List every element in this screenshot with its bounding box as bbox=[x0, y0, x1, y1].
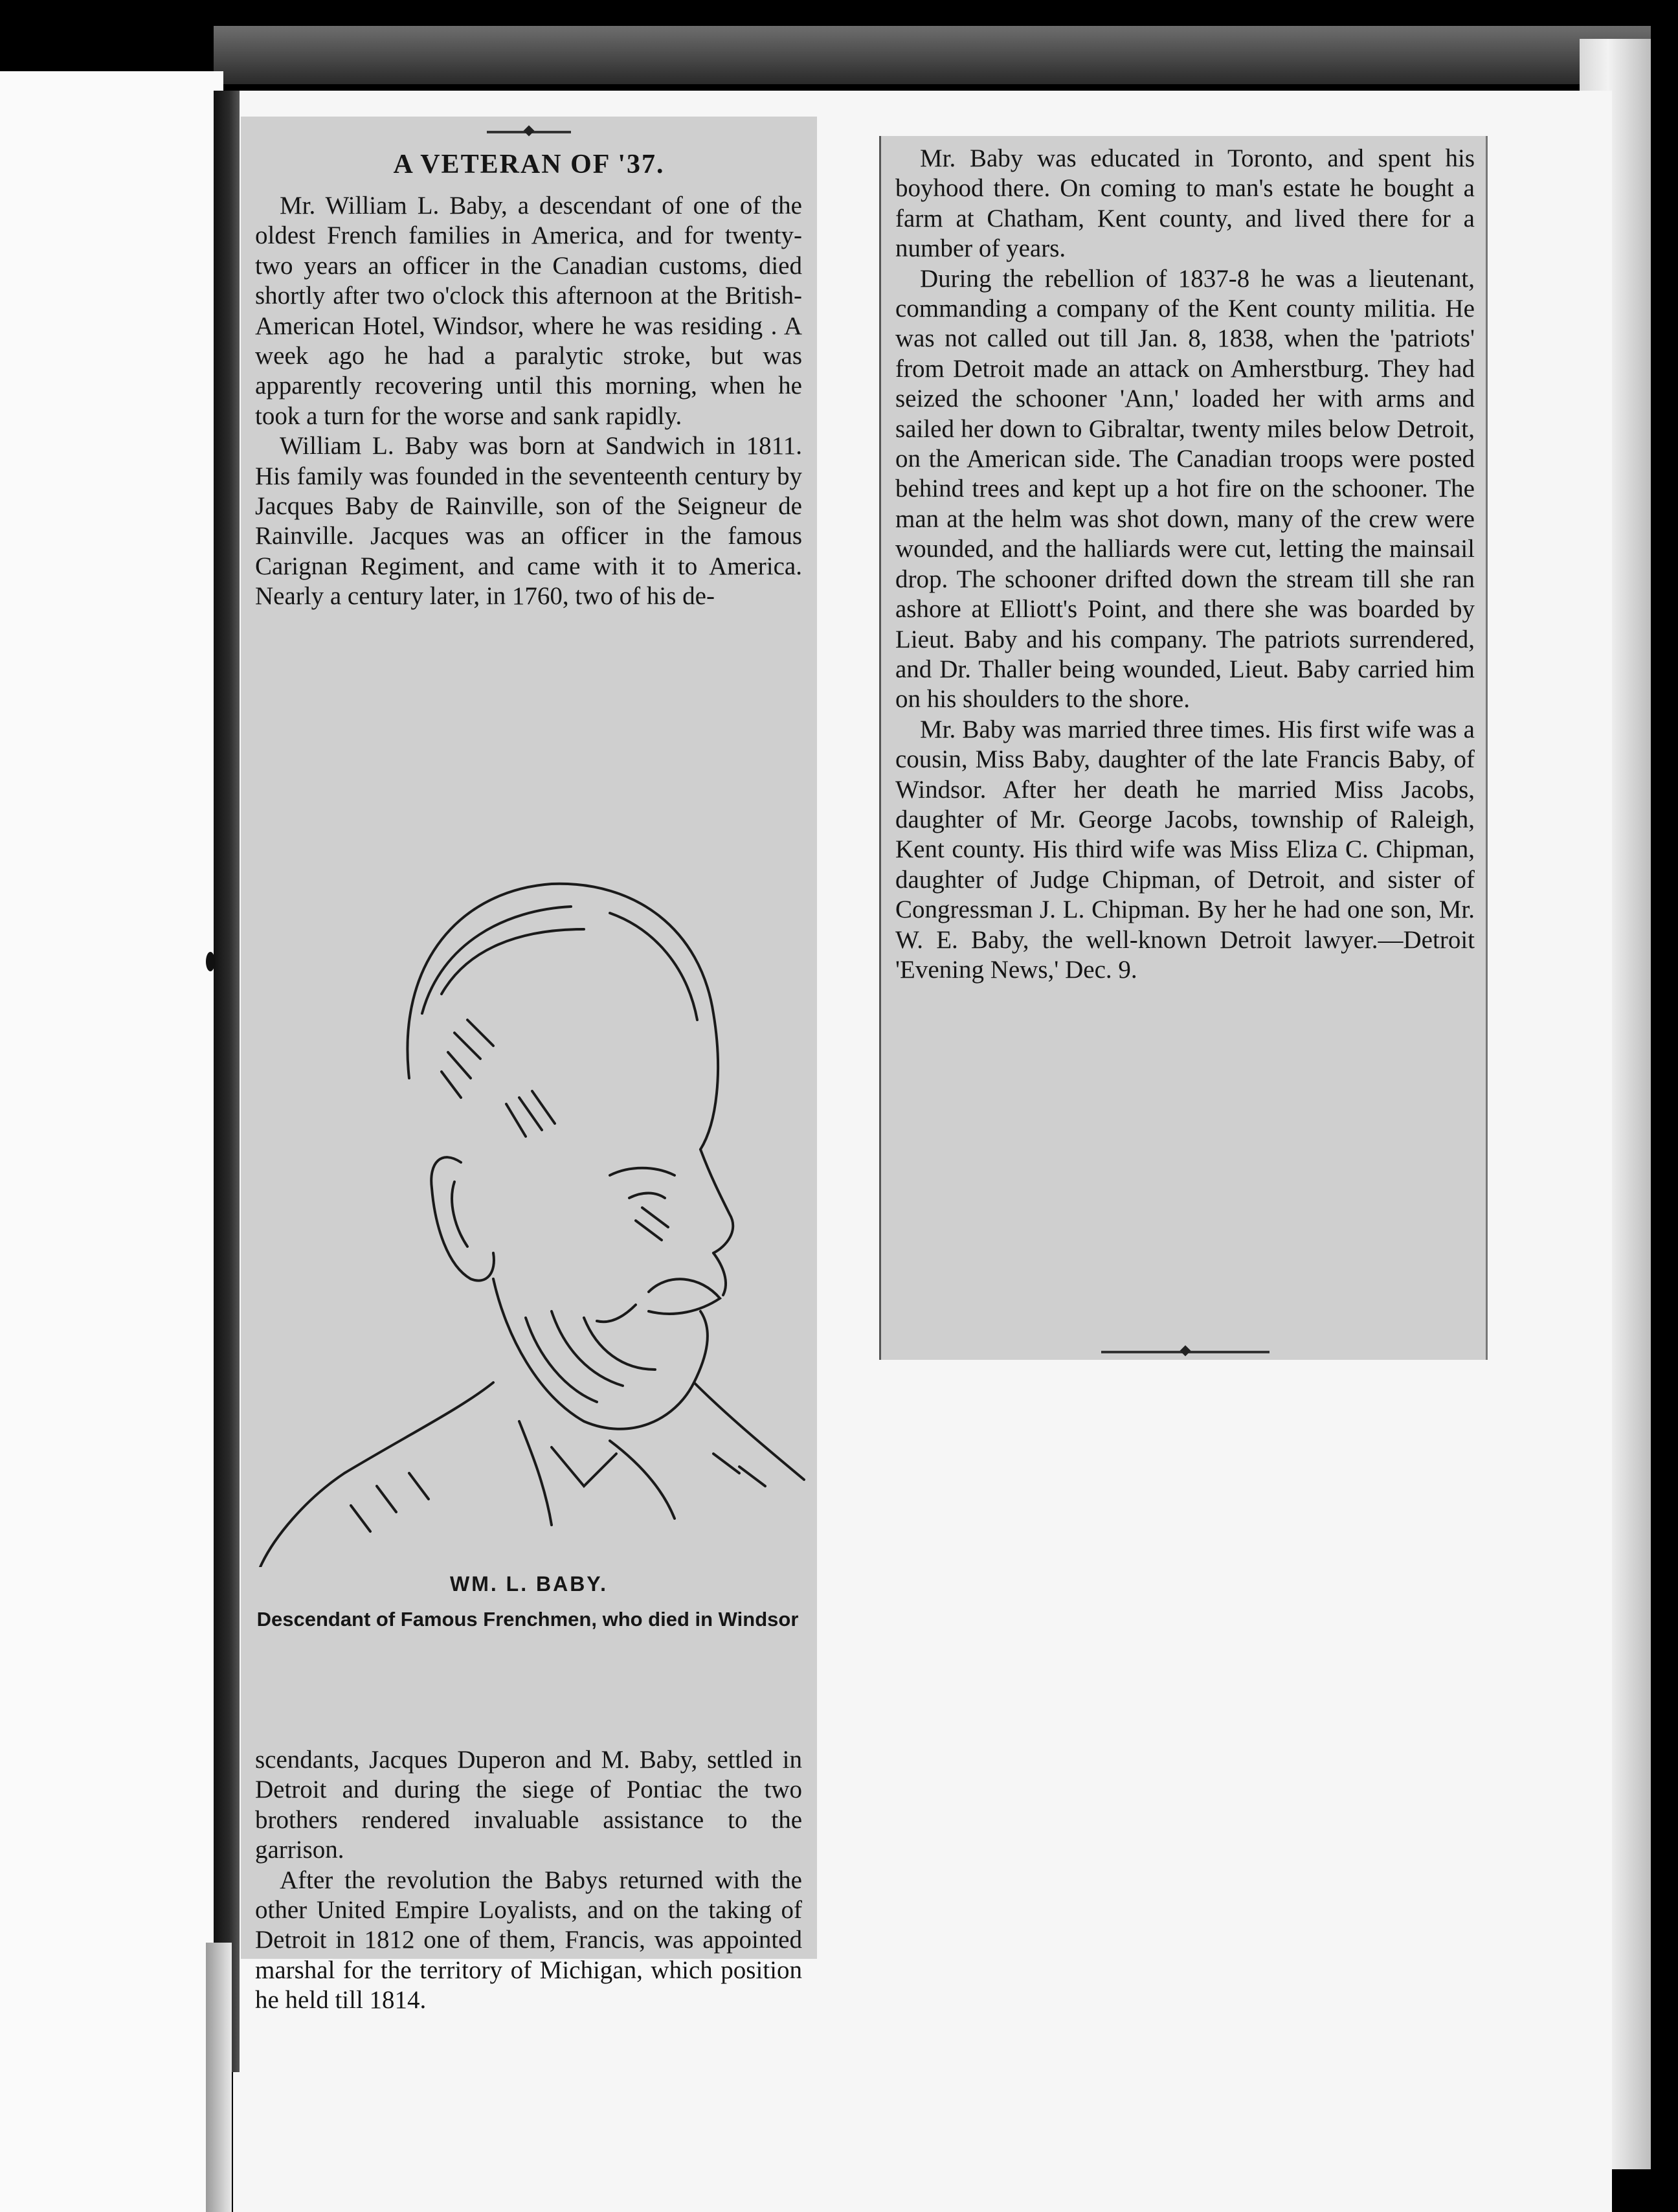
paragraph: After the revolution the Babys returned with the other United Empire Loyalists, and on the taking of Detroit in 1812 one of them, Francis, was appointed marshal for the territory of Michigan, which position he held till 1814. bbox=[255, 1866, 802, 2015]
facing-page bbox=[0, 71, 223, 2212]
portrait-caption-description: Descendant of Famous Frenchmen, who died in Windsor bbox=[256, 1608, 799, 1631]
paragraph: William L. Baby was born at Sandwich in 1811. His family was founded in the seventeenth century by Jacques Baby de Rainville, son of the Seigneur de Rainville. Jacques was an officer in the famous Carignan Regiment, and came with it to America. Nearly a century later, in 1760, two of his de- bbox=[255, 432, 802, 611]
ornament-rule-bottom bbox=[1101, 1351, 1270, 1353]
book-edge-top bbox=[214, 26, 1651, 84]
article-text-bottom bbox=[255, 1745, 802, 2016]
paragraph: Mr. Baby was educated in Toronto, and spent his boyhood there. On coming to man's estate he bought a farm at Chatham, Kent county, and lived there for a number of years. bbox=[895, 144, 1475, 263]
paragraph: Mr. Baby was married three times. His first wife was a cousin, Miss Baby, daughter of the late Francis Baby, of Windsor. After her death he married Miss Jacobs, daughter of Mr. George Jacobs, township of Raleigh, Kent county. His third wife was Miss Eliza C. Chipman, daughter of Judge Chipman, of Detroit, and sister of Congressman J. L. Chipman. By her he had one son, Mr. W. E. Baby, the well-known Detroit lawyer.—Detroit 'Evening News,' Dec. 9. bbox=[895, 715, 1475, 984]
ornament-rule-top bbox=[487, 131, 571, 133]
paragraph: Mr. William L. Baby, a descendant of one of the oldest French families in America, and for twenty-two years an officer in the Canadian customs, died shortly after two o'clock this afternoon at the British-American Hotel, Windsor, where he was residing . A week ago he had a paralytic stroke, but was apparently recovering until this morning, when he took a turn for the worse and sank rapidly. bbox=[255, 192, 802, 430]
book-spine-lower bbox=[206, 1943, 232, 2212]
newspaper-clipping-left bbox=[241, 117, 817, 2015]
newspaper-clipping-right bbox=[879, 136, 1488, 1360]
article-text-continued bbox=[895, 144, 1475, 985]
binding-hole-mark bbox=[206, 952, 215, 971]
paragraph: scendants, Jacques Duperon and M. Baby, settled in Detroit and during the siege of Pontiac the two brothers rendered invaluable assistance to the garrison. bbox=[255, 1746, 802, 1864]
article-text-top bbox=[255, 191, 802, 612]
paragraph: During the rebellion of 1837-8 he was a lieutenant, commanding a company of the Kent county militia. He was not called out till Jan. 8, 1838, when the 'patriots' from Detroit made an attack on Amherstburg. They had seized the schooner 'Ann,' loaded her with arms and sailed her down to Gibraltar, twenty miles below Detroit, on the American side. The Canadian troops were posted behind trees and kept up a hot fire on the schooner. The man at the helm was shot down, many of the crew were wounded, and the halliards were cut, letting the mainsail drop. The schooner drifted down the stream till she ran ashore at Elliott's Point, and there she was boarded by Lieut. Baby and his company. The patriots surrendered, and Dr. Thaller being wounded, Lieut. Baby carried him on his shoulders to the shore. bbox=[895, 264, 1475, 714]
portrait-engraving-icon bbox=[247, 800, 811, 1567]
book-spine bbox=[214, 91, 240, 2072]
portrait-caption-name: WM. L. BABY. bbox=[450, 1572, 608, 1596]
article-headline: A VETERAN OF '37. bbox=[393, 150, 665, 179]
